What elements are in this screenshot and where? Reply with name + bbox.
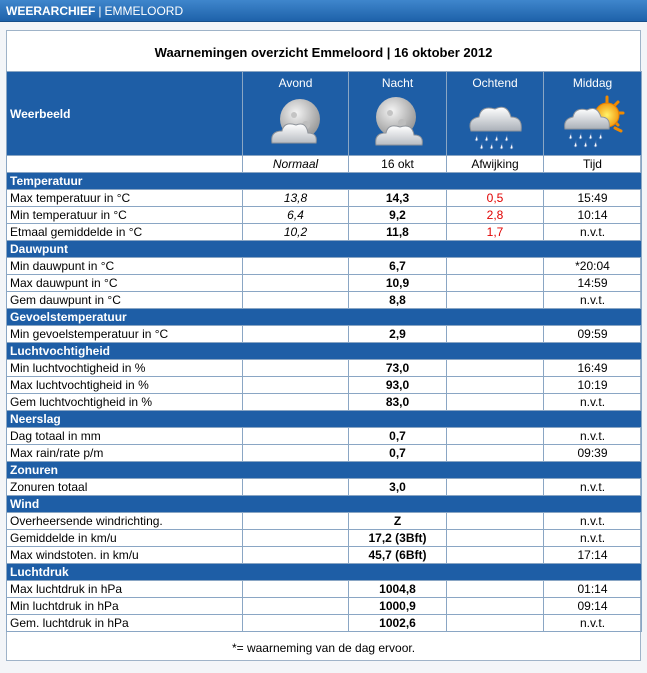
brand-label: WEERARCHIEF bbox=[6, 4, 96, 18]
table-row bbox=[7, 224, 642, 241]
table-row bbox=[7, 394, 642, 411]
normaal-cell bbox=[243, 445, 349, 462]
rain-cloud-icon bbox=[463, 95, 527, 155]
page-title: Waarnemingen overzicht Emmeloord | 16 oktober 2012 bbox=[154, 45, 493, 60]
table-row bbox=[7, 360, 642, 377]
row-label: Min luchtdruk in hPa bbox=[7, 598, 243, 615]
tijd-cell: 09:59 bbox=[544, 326, 642, 343]
row-label: Dag totaal in mm bbox=[7, 428, 243, 445]
moon-cloud-icon bbox=[264, 95, 328, 155]
column-header-datum: 16 okt bbox=[349, 156, 447, 173]
tijd-cell: n.v.t. bbox=[544, 615, 642, 632]
value-cell: 6,7 bbox=[349, 258, 447, 275]
afwijking-cell bbox=[447, 394, 544, 411]
afwijking-cell bbox=[447, 445, 544, 462]
row-label: Max windstoten. in km/u bbox=[7, 547, 243, 564]
afwijking-cell bbox=[447, 581, 544, 598]
row-label: Min gevoelstemperatuur in °C bbox=[7, 326, 243, 343]
tijd-cell: 17:14 bbox=[544, 547, 642, 564]
period-name: Nacht bbox=[381, 76, 414, 90]
weather-image-row bbox=[7, 72, 642, 156]
afwijking-cell bbox=[447, 615, 544, 632]
value-cell: 83,0 bbox=[349, 394, 447, 411]
afwijking-cell: 1,7 bbox=[447, 224, 544, 241]
normaal-cell bbox=[243, 292, 349, 309]
table-row bbox=[7, 581, 642, 598]
observations-table bbox=[6, 71, 642, 632]
value-cell: 3,0 bbox=[349, 479, 447, 496]
table-row bbox=[7, 326, 642, 343]
section-title: Temperatuur bbox=[7, 173, 642, 190]
value-cell: 93,0 bbox=[349, 377, 447, 394]
section-title: Luchtdruk bbox=[7, 564, 642, 581]
table-row bbox=[7, 615, 642, 632]
section-header bbox=[7, 309, 642, 326]
afwijking-cell: 2,8 bbox=[447, 207, 544, 224]
tijd-cell: *20:04 bbox=[544, 258, 642, 275]
table-row bbox=[7, 190, 642, 207]
period-name: Middag bbox=[572, 76, 613, 90]
tijd-cell: n.v.t. bbox=[544, 513, 642, 530]
location-label: EMMELOORD bbox=[104, 4, 184, 18]
period-name: Avond bbox=[278, 76, 313, 90]
normaal-cell bbox=[243, 598, 349, 615]
normaal-cell bbox=[243, 547, 349, 564]
tijd-cell: n.v.t. bbox=[544, 428, 642, 445]
table-row bbox=[7, 275, 642, 292]
tijd-cell: n.v.t. bbox=[544, 292, 642, 309]
normaal-cell bbox=[243, 275, 349, 292]
afwijking-cell bbox=[447, 360, 544, 377]
normaal-cell bbox=[243, 479, 349, 496]
table-row bbox=[7, 547, 642, 564]
section-header bbox=[7, 411, 642, 428]
table-row bbox=[7, 530, 642, 547]
tijd-cell: 10:19 bbox=[544, 377, 642, 394]
row-label: Gem. luchtdruk in hPa bbox=[7, 615, 243, 632]
section-header bbox=[7, 343, 642, 360]
value-cell: 8,8 bbox=[349, 292, 447, 309]
section-title: Dauwpunt bbox=[7, 241, 642, 258]
normaal-cell bbox=[243, 581, 349, 598]
normaal-cell bbox=[243, 377, 349, 394]
tijd-cell: 15:49 bbox=[544, 190, 642, 207]
table-row bbox=[7, 377, 642, 394]
value-cell: 0,7 bbox=[349, 445, 447, 462]
section-title: Neerslag bbox=[7, 411, 642, 428]
section-header bbox=[7, 496, 642, 513]
tijd-cell: n.v.t. bbox=[544, 394, 642, 411]
table-row bbox=[7, 598, 642, 615]
row-label: Min temperatuur in °C bbox=[7, 207, 243, 224]
weerbeeld-label: Weerbeeld bbox=[7, 72, 243, 156]
tijd-cell: n.v.t. bbox=[544, 224, 642, 241]
row-label: Zonuren totaal bbox=[7, 479, 243, 496]
value-cell: 1002,6 bbox=[349, 615, 447, 632]
section-header bbox=[7, 241, 642, 258]
table-row bbox=[7, 513, 642, 530]
normaal-cell bbox=[243, 428, 349, 445]
value-cell: 45,7 (6Bft) bbox=[349, 547, 447, 564]
row-label: Overheersende windrichting. bbox=[7, 513, 243, 530]
afwijking-cell bbox=[447, 479, 544, 496]
value-cell: 10,9 bbox=[349, 275, 447, 292]
column-header-afwijking: Afwijking bbox=[447, 156, 544, 173]
section-header bbox=[7, 462, 642, 479]
table-row bbox=[7, 445, 642, 462]
value-cell: 1000,9 bbox=[349, 598, 447, 615]
afwijking-cell bbox=[447, 275, 544, 292]
top-bar bbox=[0, 0, 647, 22]
afwijking-cell bbox=[447, 547, 544, 564]
table-row bbox=[7, 292, 642, 309]
afwijking-cell: 0,5 bbox=[447, 190, 544, 207]
row-label: Gem luchtvochtigheid in % bbox=[7, 394, 243, 411]
row-label: Min luchtvochtigheid in % bbox=[7, 360, 243, 377]
period-name: Ochtend bbox=[472, 76, 518, 90]
normaal-cell: 6,4 bbox=[243, 207, 349, 224]
normaal-cell bbox=[243, 258, 349, 275]
sun-rain-cloud-icon bbox=[561, 95, 625, 155]
tijd-cell: 10:14 bbox=[544, 207, 642, 224]
afwijking-cell bbox=[447, 598, 544, 615]
table-row bbox=[7, 207, 642, 224]
value-cell: 17,2 (3Bft) bbox=[349, 530, 447, 547]
row-label: Max rain/rate p/m bbox=[7, 445, 243, 462]
value-cell: 73,0 bbox=[349, 360, 447, 377]
tijd-cell: n.v.t. bbox=[544, 530, 642, 547]
footnote: *= waarneming van de dag ervoor. bbox=[231, 641, 416, 655]
column-header-tijd: Tijd bbox=[544, 156, 642, 173]
value-cell: 2,9 bbox=[349, 326, 447, 343]
normaal-cell bbox=[243, 326, 349, 343]
section-header bbox=[7, 564, 642, 581]
afwijking-cell bbox=[447, 513, 544, 530]
section-title: Luchtvochtigheid bbox=[7, 343, 642, 360]
table-row bbox=[7, 428, 642, 445]
row-label: Max dauwpunt in °C bbox=[7, 275, 243, 292]
period-ochtend bbox=[447, 72, 544, 156]
row-label: Gem dauwpunt in °C bbox=[7, 292, 243, 309]
column-header-normaal: Normaal bbox=[243, 156, 349, 173]
section-title: Gevoelstemperatuur bbox=[7, 309, 642, 326]
value-cell: 0,7 bbox=[349, 428, 447, 445]
section-title: Zonuren bbox=[7, 462, 642, 479]
normaal-cell bbox=[243, 360, 349, 377]
normaal-cell: 10,2 bbox=[243, 224, 349, 241]
tijd-cell: 01:14 bbox=[544, 581, 642, 598]
header-separator: | bbox=[98, 4, 102, 18]
tijd-cell: 14:59 bbox=[544, 275, 642, 292]
normaal-cell: 13,8 bbox=[243, 190, 349, 207]
tijd-cell: 16:49 bbox=[544, 360, 642, 377]
row-label: Etmaal gemiddelde in °C bbox=[7, 224, 243, 241]
afwijking-cell bbox=[447, 258, 544, 275]
tijd-cell: n.v.t. bbox=[544, 479, 642, 496]
column-header-row bbox=[7, 156, 642, 173]
value-cell: 9,2 bbox=[349, 207, 447, 224]
table-row bbox=[7, 479, 642, 496]
afwijking-cell bbox=[447, 326, 544, 343]
row-label: Gemiddelde in km/u bbox=[7, 530, 243, 547]
row-label: Max luchtdruk in hPa bbox=[7, 581, 243, 598]
value-cell: 11,8 bbox=[349, 224, 447, 241]
period-middag bbox=[544, 72, 642, 156]
value-cell: Z bbox=[349, 513, 447, 530]
row-label: Max luchtvochtigheid in % bbox=[7, 377, 243, 394]
period-avond bbox=[243, 72, 349, 156]
row-label: Min dauwpunt in °C bbox=[7, 258, 243, 275]
section-title: Wind bbox=[7, 496, 642, 513]
normaal-cell bbox=[243, 615, 349, 632]
afwijking-cell bbox=[447, 428, 544, 445]
afwijking-cell bbox=[447, 292, 544, 309]
value-cell: 14,3 bbox=[349, 190, 447, 207]
value-cell: 1004,8 bbox=[349, 581, 447, 598]
tijd-cell: 09:39 bbox=[544, 445, 642, 462]
row-label: Max temperatuur in °C bbox=[7, 190, 243, 207]
afwijking-cell bbox=[447, 530, 544, 547]
period-nacht bbox=[349, 72, 447, 156]
normaal-cell bbox=[243, 394, 349, 411]
table-row bbox=[7, 258, 642, 275]
normaal-cell bbox=[243, 530, 349, 547]
tijd-cell: 09:14 bbox=[544, 598, 642, 615]
moon-cloud-icon bbox=[366, 95, 430, 155]
normaal-cell bbox=[243, 513, 349, 530]
empty-header-cell bbox=[7, 156, 243, 173]
section-header bbox=[7, 173, 642, 190]
afwijking-cell bbox=[447, 377, 544, 394]
